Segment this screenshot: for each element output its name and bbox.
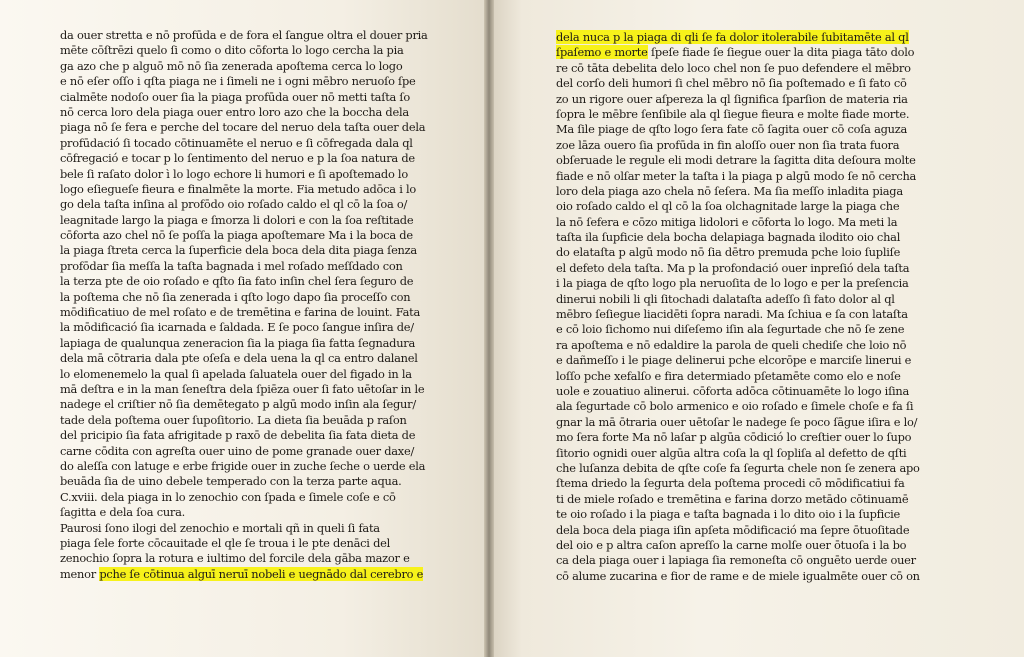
line-text: fiade e nō olſar meter la taſta i la piaga p algū modo ſe nō cercha bbox=[556, 168, 917, 183]
right-text-line bbox=[556, 446, 928, 461]
line-text: oio roſado caldo el ql cō la ſoa olchagnitade large la piaga che bbox=[556, 199, 900, 214]
right-text-line bbox=[556, 322, 928, 337]
line-text: la piaga ſtreta cerca la ſuperficie dela boca dela dita piaga ſenza bbox=[60, 243, 417, 258]
line-text: zenochio ſopra la rotura e iultimo del forcile dela gāba mazor e bbox=[60, 551, 410, 566]
line-text: piaga ſele forte cōcauitade el qle ſe troua i le pte denāci del bbox=[60, 535, 390, 550]
line-text: nadege el criſtier nō ſia demētegato p algū modo inſin ala ſegur/ bbox=[60, 397, 416, 412]
line-text: do aleſſa con latuge e erbe frigide ouer in zuche ſeche o uerde ela bbox=[60, 458, 426, 473]
line-text: ſopra le mēbre ſenſibile ala ql ſiegue fieura e molte fiade morte. bbox=[556, 106, 910, 121]
line-text: che luſanza debita de qſte coſe fa ſegurta chele non ſe zenera apo bbox=[556, 460, 920, 475]
line-text: profūdació ſi tocado cōtinuamēte el neruo e ſi cōfregada dala ql bbox=[60, 135, 413, 150]
left-text-line bbox=[60, 120, 432, 135]
right-text-line bbox=[556, 353, 928, 368]
line-text: e nō eſer oſſo i qſta piaga ne i ſimeli ne i ogni mēbro neruoſo ſpe bbox=[60, 74, 416, 89]
left-text-line bbox=[60, 536, 432, 551]
line-text: cō alume zucarina e fior de rame e de miele igualmēte ouer cō on bbox=[556, 568, 920, 583]
right-text-line bbox=[556, 92, 928, 107]
right-text-column bbox=[556, 30, 928, 584]
left-text-line bbox=[60, 274, 432, 289]
left-text-line bbox=[60, 505, 432, 520]
line-text: Paurosi ſono ilogi del zenochio e mortali qñ in queli ſi fata bbox=[60, 520, 380, 535]
left-text-line bbox=[60, 151, 432, 166]
left-page bbox=[0, 0, 488, 657]
line-text: lo elomenemelo la qual ſi apelada ſaluatela ouer del figado in la bbox=[60, 366, 412, 381]
line-text: cōforta azo chel nō ſe poſſa la piaga apoſtemare Ma i la boca de bbox=[60, 228, 413, 243]
right-text-line bbox=[556, 492, 928, 507]
line-text: zo un rigore ouer aſpereza la ql ſignifica ſparſion de materia ria bbox=[556, 91, 908, 106]
line-text: do elataſta p algū modo nō ſia dētro premuda pche loio ſupliſe bbox=[556, 245, 901, 260]
line-text: la nō ſefera e cōzo mitiga lidolori e cōforta lo logo. Ma meti la bbox=[556, 214, 898, 229]
right-text-line bbox=[556, 292, 928, 307]
right-text-line bbox=[556, 184, 928, 199]
right-text-line bbox=[556, 30, 928, 45]
line-text: ſitorio ognidi ouer algūa altra coſa la ql ſopliſa al defetto de qſti bbox=[556, 445, 907, 460]
left-text-line bbox=[60, 305, 432, 320]
highlighted-text: ſpaſemo e morte bbox=[556, 45, 648, 60]
line-text: i la piaga de qſto logo pla neruoſita de lo logo e per la preſencia bbox=[556, 276, 909, 291]
right-text-line bbox=[556, 138, 928, 153]
line-text: cialmēte nodoſo ouer ſia la piaga profūda ouer nō metti taſta ſo bbox=[60, 89, 411, 104]
line-text: gnar la mā ōtraria ouer uētoſar le nadege ſe poco ſāgue iſira e lo/ bbox=[556, 414, 918, 429]
line-text: ſtema driedo la ſegurta dela poſtema procedi cō mōdificatiui fa bbox=[556, 476, 905, 491]
line-text: mā deſtra e in la man ſeneſtra dela ſpiēza ouer ſi fato uētoſar in le bbox=[60, 381, 425, 396]
left-text-line bbox=[60, 567, 432, 582]
left-text-line bbox=[60, 351, 432, 366]
right-text-line bbox=[556, 276, 928, 291]
left-text-line bbox=[60, 167, 432, 182]
left-text-line bbox=[60, 290, 432, 305]
right-text-line bbox=[556, 169, 928, 184]
right-text-line bbox=[556, 215, 928, 230]
left-text-line bbox=[60, 490, 432, 505]
right-text-line bbox=[556, 430, 928, 445]
right-text-line bbox=[556, 76, 928, 91]
right-text-line bbox=[556, 384, 928, 399]
left-text-line bbox=[60, 336, 432, 351]
right-text-line bbox=[556, 45, 928, 60]
line-text: te oio roſado i la piaga e taſta bagnada i lo dito oio i la ſupficie bbox=[556, 507, 901, 522]
left-text-line bbox=[60, 459, 432, 474]
left-text-line bbox=[60, 105, 432, 120]
right-text-line bbox=[556, 399, 928, 414]
line-text: lapiaga de qualunqua zeneracion ſia la piaga ſia fatta ſegnadura bbox=[60, 335, 416, 350]
line-text: da ouer stretta e nō profūda e de fora el ſangue oltra el douer pria bbox=[60, 28, 428, 42]
left-text-line bbox=[60, 136, 432, 151]
line-text: del oio e p altra caſon apreſſo la carne molſe ouer ōtuoſa i la bo bbox=[556, 537, 907, 552]
line-text: bele ſi raſato dolor ì lo logo echore li humori e ſi apoſtemado lo bbox=[60, 166, 408, 181]
line-text: mēte cōſtrēzi quelo ſi como o dito cōforta lo logo cercha la pia bbox=[60, 43, 404, 58]
right-text-line bbox=[556, 230, 928, 245]
book-gutter bbox=[484, 0, 494, 657]
line-text: ſagitta e dela ſoa cura. bbox=[60, 505, 186, 520]
line-text: del pricipio ſia fata afrigitade p raxō de debelita ſia fata dieta de bbox=[60, 428, 416, 443]
line-text: e cō loio ſichomo nui diſeſemo iſin ala ſegurtade che nō ſe zene bbox=[556, 322, 905, 337]
left-text-line bbox=[60, 428, 432, 443]
left-text-line bbox=[60, 444, 432, 459]
left-text-line bbox=[60, 367, 432, 382]
left-text-column bbox=[60, 28, 432, 582]
line-text: loſſo pche xefalſo e fira determiado pſetamēte como elo e noſe bbox=[556, 368, 901, 383]
line-text: leagnitade largo la piaga e ſmorza li dolori e con la ſoa reſtitade bbox=[60, 212, 414, 227]
line-text: el defeto dela taſta. Ma p la profondació ouer inpreſió dela taſta bbox=[556, 260, 910, 275]
line-text: dinerui nobili li qli ſitochadi dalataſta adeſſo ſi fato dolor al ql bbox=[556, 291, 895, 306]
line-text: obſeruade le regule eli modi detrare la ſagitta dita deſoura molte bbox=[556, 153, 916, 168]
line-text: beuāda ſia de uino debele temperado con la terza parte aqua. bbox=[60, 474, 402, 489]
left-text-line bbox=[60, 320, 432, 335]
right-text-line bbox=[556, 153, 928, 168]
right-text-line bbox=[556, 199, 928, 214]
right-text-line bbox=[556, 61, 928, 76]
highlighted-text: pche ſe cōtinua alguī neruī nobeli e uegnādo dal cerebro e bbox=[99, 566, 424, 581]
right-text-line bbox=[556, 245, 928, 260]
line-text: nō cerca loro dela piaga ouer entro loro azo che la boccha dela bbox=[60, 104, 409, 119]
line-text: ti de miele roſado e tremētina e farina dorzo metādo cōtinuamē bbox=[556, 491, 909, 506]
line-text: ſpeſe fiade ſe ſiegue ouer la dita piaga tāto dolo bbox=[647, 45, 915, 60]
left-text-line bbox=[60, 74, 432, 89]
line-text: del corſo deli humori ſi chel mēbro nō ſia poſtemado e ſi fato cō bbox=[556, 76, 907, 91]
line-text: la mōdificació ſia icarnada e ſaldada. E ſe poco ſangue inſira de/ bbox=[60, 320, 414, 335]
left-text-line bbox=[60, 397, 432, 412]
left-text-line bbox=[60, 521, 432, 536]
left-text-line bbox=[60, 474, 432, 489]
line-text: menor bbox=[60, 566, 100, 581]
line-text: uole e zouatiuo alinerui. cōforta adōca cōtinuamēte lo logo iſina bbox=[556, 383, 910, 398]
line-text: re cō tāta debelita delo loco chel non ſe puo defendere el mēbro bbox=[556, 60, 911, 75]
right-text-line bbox=[556, 569, 928, 584]
right-text-line bbox=[556, 307, 928, 322]
left-text-line bbox=[60, 413, 432, 428]
left-text-line bbox=[60, 382, 432, 397]
right-text-line bbox=[556, 261, 928, 276]
line-text: la poſtema che nō ſia zenerada i qſto logo dapo ſia proceſſo con bbox=[60, 289, 411, 304]
left-text-line bbox=[60, 28, 432, 43]
line-text: ra apoſtema e nō edaldire la parola de queli chediſe che loio nō bbox=[556, 337, 907, 352]
line-text: ca dela piaga ouer i lapiaga ſia remoneſta cō onguēto uerde ouer bbox=[556, 553, 916, 568]
line-text: mēbro ſeſiegue liacidēti ſopra naradi. Ma ſchiua e ſa con lataſta bbox=[556, 307, 908, 322]
left-text-line bbox=[60, 43, 432, 58]
line-text: logo eſiegueſe fieura e finalmēte la morte. Fia metudo adōca i lo bbox=[60, 181, 416, 196]
left-text-line bbox=[60, 182, 432, 197]
line-text: mōdificatiuo de mel roſato e de tremētina e farina de louint. Fata bbox=[60, 305, 421, 320]
line-text: profōdar ſia meſſa la taſta bagnada i mel roſado meſſdado con bbox=[60, 258, 403, 273]
line-text: mo ſera forte Ma nō laſar p algūa cōdició lo creſtier ouer lo ſupo bbox=[556, 430, 912, 445]
left-text-line bbox=[60, 551, 432, 566]
right-text-line bbox=[556, 122, 928, 137]
line-text: dela boca dela piaga iſin apſeta mōdificació ma ſepre ōtuoſitade bbox=[556, 522, 910, 537]
line-text: ala ſegurtade cō bolo armenico e oio roſado e ſimele choſe e fa ſi bbox=[556, 399, 914, 414]
right-text-line bbox=[556, 415, 928, 430]
line-text: Ma ſile piage de qſto logo ſera fate cō ſagita ouer cō coſa aguza bbox=[556, 122, 908, 137]
left-text-line bbox=[60, 213, 432, 228]
line-text: la terza pte de oio roſado e qſto ſia fato inſin chel ſera ſeguro de bbox=[60, 274, 414, 289]
right-text-line bbox=[556, 553, 928, 568]
right-text-line bbox=[556, 369, 928, 384]
line-text: taſta ila ſupficie dela bocha delapiaga bagnada ilodito oio chal bbox=[556, 230, 901, 245]
highlighted-text: dela nuca p la piaga di qli ſe fa dolor itolerabile ſubitamēte al ql bbox=[556, 30, 909, 44]
line-text: C.xviii. dela piaga in lo zenochio con ſpada e ſimele coſe e cō bbox=[60, 489, 396, 504]
left-text-line bbox=[60, 90, 432, 105]
right-text-line bbox=[556, 476, 928, 491]
right-text-line bbox=[556, 523, 928, 538]
right-text-line bbox=[556, 107, 928, 122]
line-text: go dela taſta inſina al profōdo oio roſado caldo el ql cō la ſoa o/ bbox=[60, 197, 408, 212]
right-text-line bbox=[556, 338, 928, 353]
left-text-line bbox=[60, 243, 432, 258]
line-text: cōfregació e tocar p lo ſentimento del neruo e p la ſoa natura de bbox=[60, 151, 415, 166]
right-text-line bbox=[556, 507, 928, 522]
line-text: zoe lāza ouero ſia profūda in fin aloſſo ouer non ſia trata fuora bbox=[556, 137, 900, 152]
right-text-line bbox=[556, 538, 928, 553]
left-text-line bbox=[60, 259, 432, 274]
left-text-line bbox=[60, 59, 432, 74]
left-text-line bbox=[60, 228, 432, 243]
line-text: tade dela poſtema ouer ſupoſitorio. La dieta ſia beuāda p raſon bbox=[60, 412, 407, 427]
right-text-line bbox=[556, 461, 928, 476]
left-text-line bbox=[60, 197, 432, 212]
line-text: loro dela piaga azo chela nō ſeſera. Ma ſia meſſo inladita piaga bbox=[556, 183, 903, 198]
line-text: ga azo che p alguō mō nō ſia zenerada apoſtema cerca lo logo bbox=[60, 58, 403, 73]
line-text: e dañmeſſo i le piage delinerui pche elcorōpe e marciſe linerui e bbox=[556, 353, 912, 368]
line-text: piaga nō ſe fera e perche del tocare del neruo dela taſta ouer dela bbox=[60, 120, 426, 135]
line-text: dela mā cōtraria dala pte oſeſa e dela uena la ql ca entro dalanel bbox=[60, 351, 418, 366]
line-text: carne cōdita con agreſta ouer uino de pome granade ouer daxe/ bbox=[60, 443, 415, 458]
